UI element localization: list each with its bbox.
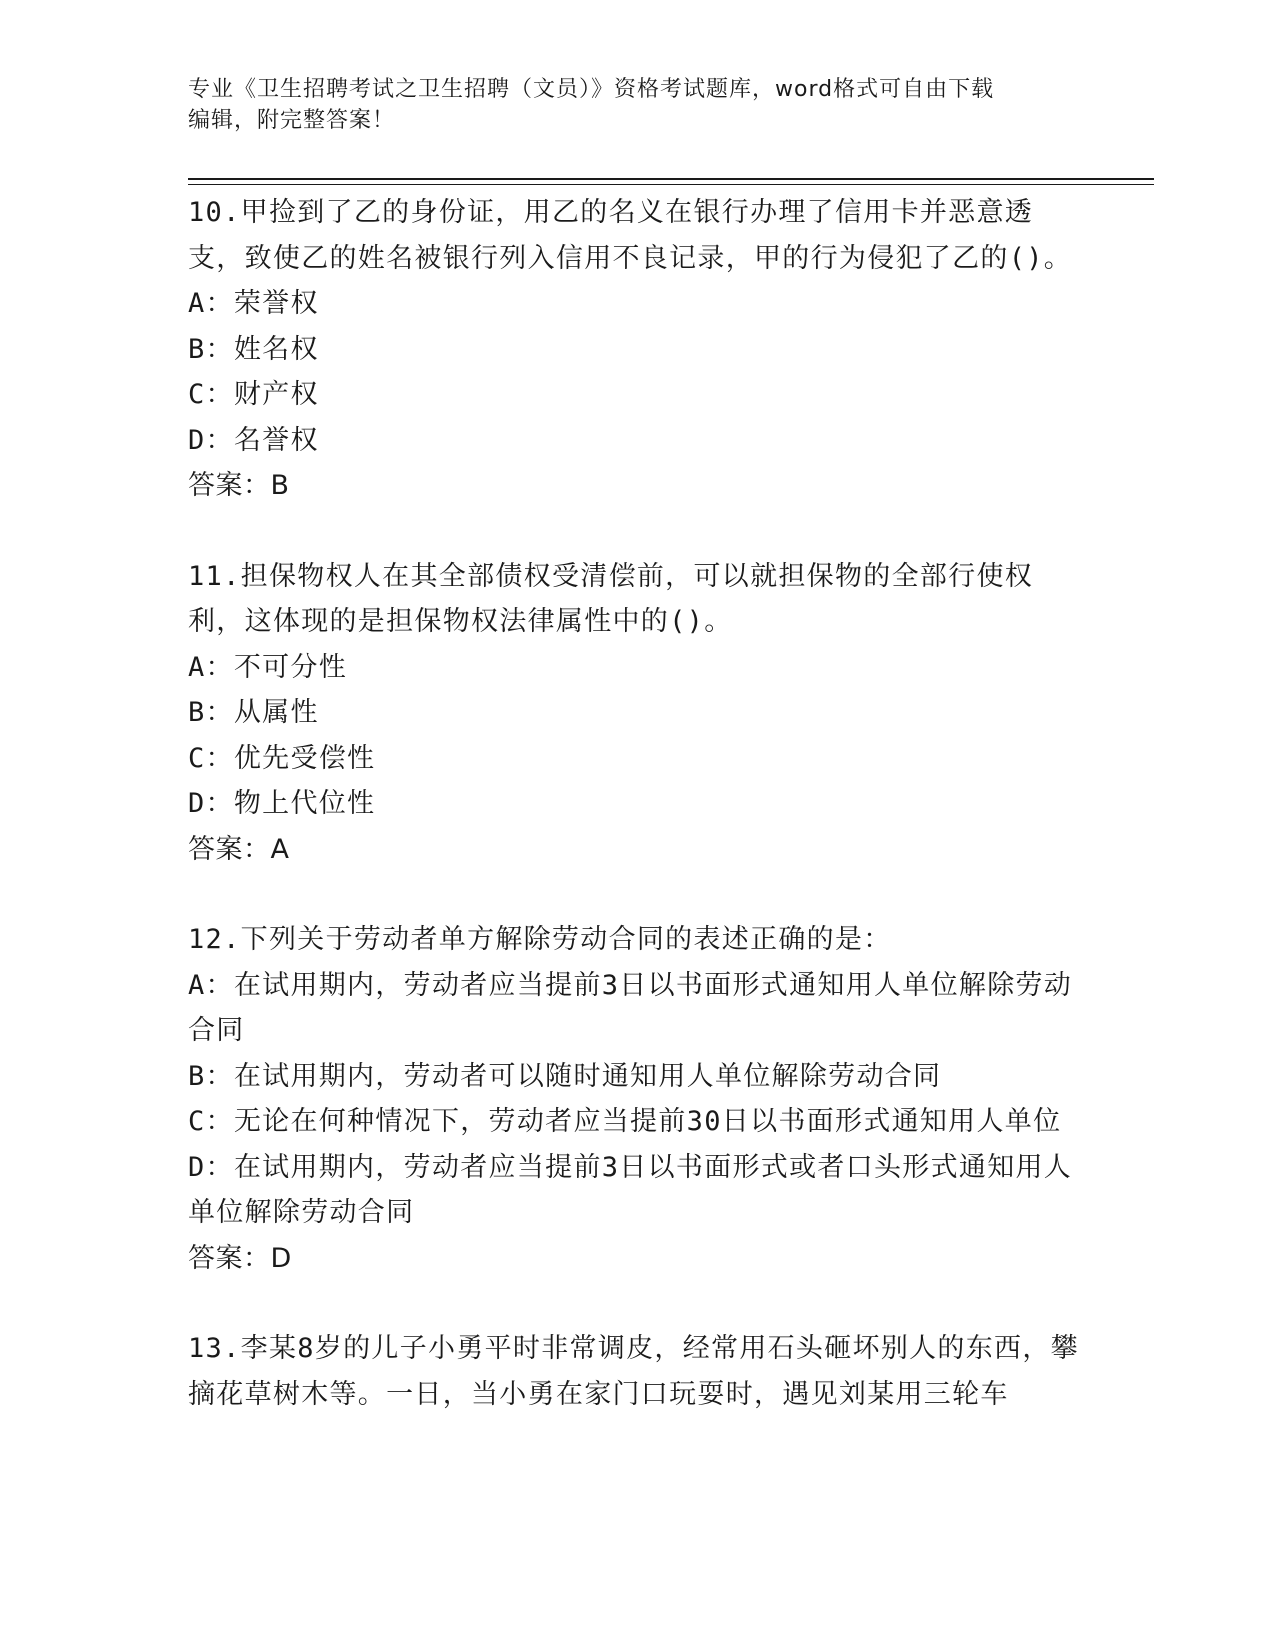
question-stem: 11.担保物权人在其全部债权受清偿前，可以就担保物的全部行使权利，这体现的是担保物权法律属性中的()。 xyxy=(188,560,1034,637)
header-rule-thin xyxy=(188,184,1154,185)
question-10 xyxy=(188,190,1088,509)
option-a: A：不可分性 xyxy=(188,651,348,683)
option-c: C：无论在何种情况下，劳动者应当提前30日以书面形式通知用人单位 xyxy=(188,1106,1062,1137)
option-d: D：物上代位性 xyxy=(188,788,376,819)
answer: 答案：B xyxy=(188,470,290,501)
option-a: A：荣誉权 xyxy=(188,288,319,319)
document-header xyxy=(188,74,1088,136)
question-stem: 10.甲捡到了乙的身份证，用乙的名义在银行办理了信用卡并恶意透支，致使乙的姓名被银行列入信用不良记录，甲的行为侵犯了乙的()。 xyxy=(188,197,1073,274)
question-13 xyxy=(188,1326,1088,1417)
option-b: B：从属性 xyxy=(188,697,319,728)
option-b: B：在试用期内，劳动者可以随时通知用人单位解除劳动合同 xyxy=(188,1060,942,1092)
header-line-2: 编辑，附完整答案！ xyxy=(188,108,396,133)
question-stem: 12.下列关于劳动者单方解除劳动合同的表述正确的是： xyxy=(188,924,892,955)
answer: 答案：A xyxy=(188,833,290,865)
question-stem: 13.李某8岁的儿子小勇平时非常调皮，经常用石头砸坏别人的东西，攀摘花草树木等。一日，当小勇在家门口玩耍时，遇见刘某用三轮车 xyxy=(188,1333,1079,1410)
option-d: D：在试用期内，劳动者应当提前3日以书面形式或者口头形式通知用人单位解除劳动合同 xyxy=(188,1151,1073,1228)
answer: 答案：D xyxy=(188,1242,292,1274)
option-d: D：名誉权 xyxy=(188,424,319,456)
question-12 xyxy=(188,917,1088,1281)
question-list xyxy=(188,190,1088,1462)
option-c: C：优先受偿性 xyxy=(188,742,376,774)
option-a: A：在试用期内，劳动者应当提前3日以书面形式通知用人单位解除劳动合同 xyxy=(188,969,1073,1046)
header-line-1: 专业《卫生招聘考试之卫生招聘（文员）》资格考试题库，word格式可自由下载 xyxy=(188,77,995,102)
option-c: C：财产权 xyxy=(188,379,319,410)
option-b: B：姓名权 xyxy=(188,333,319,365)
header-rule-thick xyxy=(188,178,1154,180)
question-11 xyxy=(188,554,1088,873)
